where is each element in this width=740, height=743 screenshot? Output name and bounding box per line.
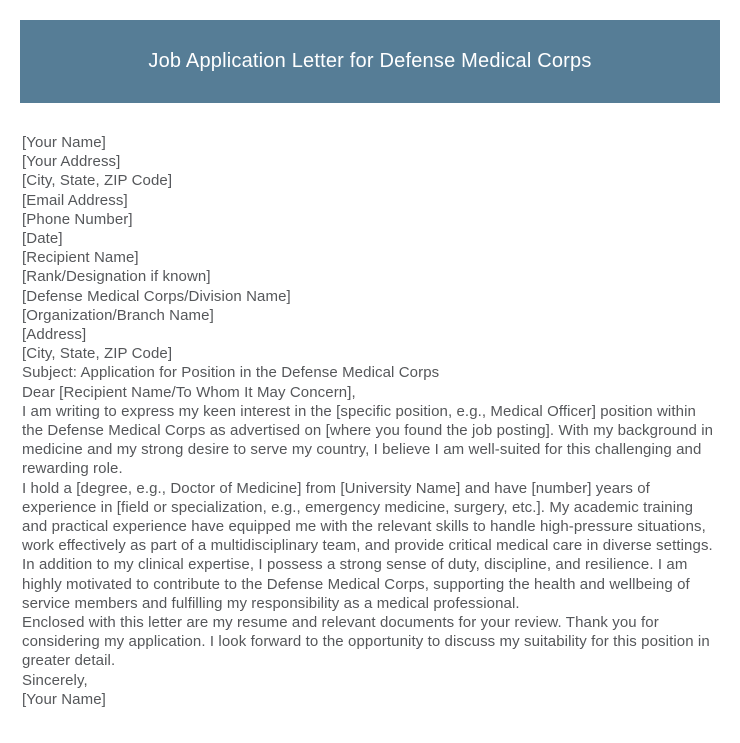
sender-city-line: [City, State, ZIP Code] bbox=[22, 172, 173, 190]
body-paragraph: In addition to my clinical expertise, I possess a strong sense of duty, discipline, and resilience. I am highly motivated to contribute to the Defense Medical Corps, supporting the health and wellbeing of service members and fulfilling my responsibility as a medical professional. bbox=[22, 556, 690, 612]
recipient-rank-line: [Rank/Designation if known] bbox=[22, 268, 211, 286]
document-title-banner bbox=[20, 20, 720, 103]
sender-phone-line: [Phone Number] bbox=[22, 210, 133, 228]
recipient-address-line: [Address] bbox=[22, 326, 87, 344]
recipient-organization-line: [Organization/Branch Name] bbox=[22, 306, 214, 324]
body-paragraph: I hold a [degree, e.g., Doctor of Medicine] from [University Name] and have [number] years of experience in [field or specialization, e.g., emergency medicine, surgery, etc.]. My academic training and practical experience have equipped me with the relevant skills to handle high-pressure situations, work effectively as part of a multidisciplinary team, and provide critical medical care in diverse settings. bbox=[22, 479, 713, 555]
body-paragraph: I am writing to express my keen interest in the [specific position, e.g., Medical Officer] position within the Defense Medical Corps as advertised on [where you found the job posting]. With my background in medicine and my strong desire to serve my country, I believe I am well-suited for this challenging and rewarding role. bbox=[22, 402, 714, 478]
recipient-city-line: [City, State, ZIP Code] bbox=[22, 345, 173, 363]
sender-address-line: [Your Address] bbox=[22, 153, 121, 171]
signature-line: [Your Name] bbox=[22, 690, 106, 708]
body-paragraph: Enclosed with this letter are my resume and relevant documents for your review. Thank you for considering my application. I look forward to the opportunity to discuss my suitability for this position in greater detail. bbox=[22, 614, 710, 670]
letter-body bbox=[0, 103, 740, 709]
recipient-name-line: [Recipient Name] bbox=[22, 249, 139, 267]
page-title: Job Application Letter for Defense Medical Corps bbox=[148, 50, 592, 72]
sender-name-line: [Your Name] bbox=[22, 134, 106, 151]
subject-line: Subject: Application for Position in the Defense Medical Corps bbox=[22, 364, 440, 382]
date-line: [Date] bbox=[22, 230, 63, 248]
sender-email-line: [Email Address] bbox=[22, 191, 128, 209]
salutation-line: Dear [Recipient Name/To Whom It May Concern], bbox=[22, 383, 356, 401]
closing-line: Sincerely, bbox=[22, 671, 88, 689]
recipient-division-line: [Defense Medical Corps/Division Name] bbox=[22, 287, 291, 305]
